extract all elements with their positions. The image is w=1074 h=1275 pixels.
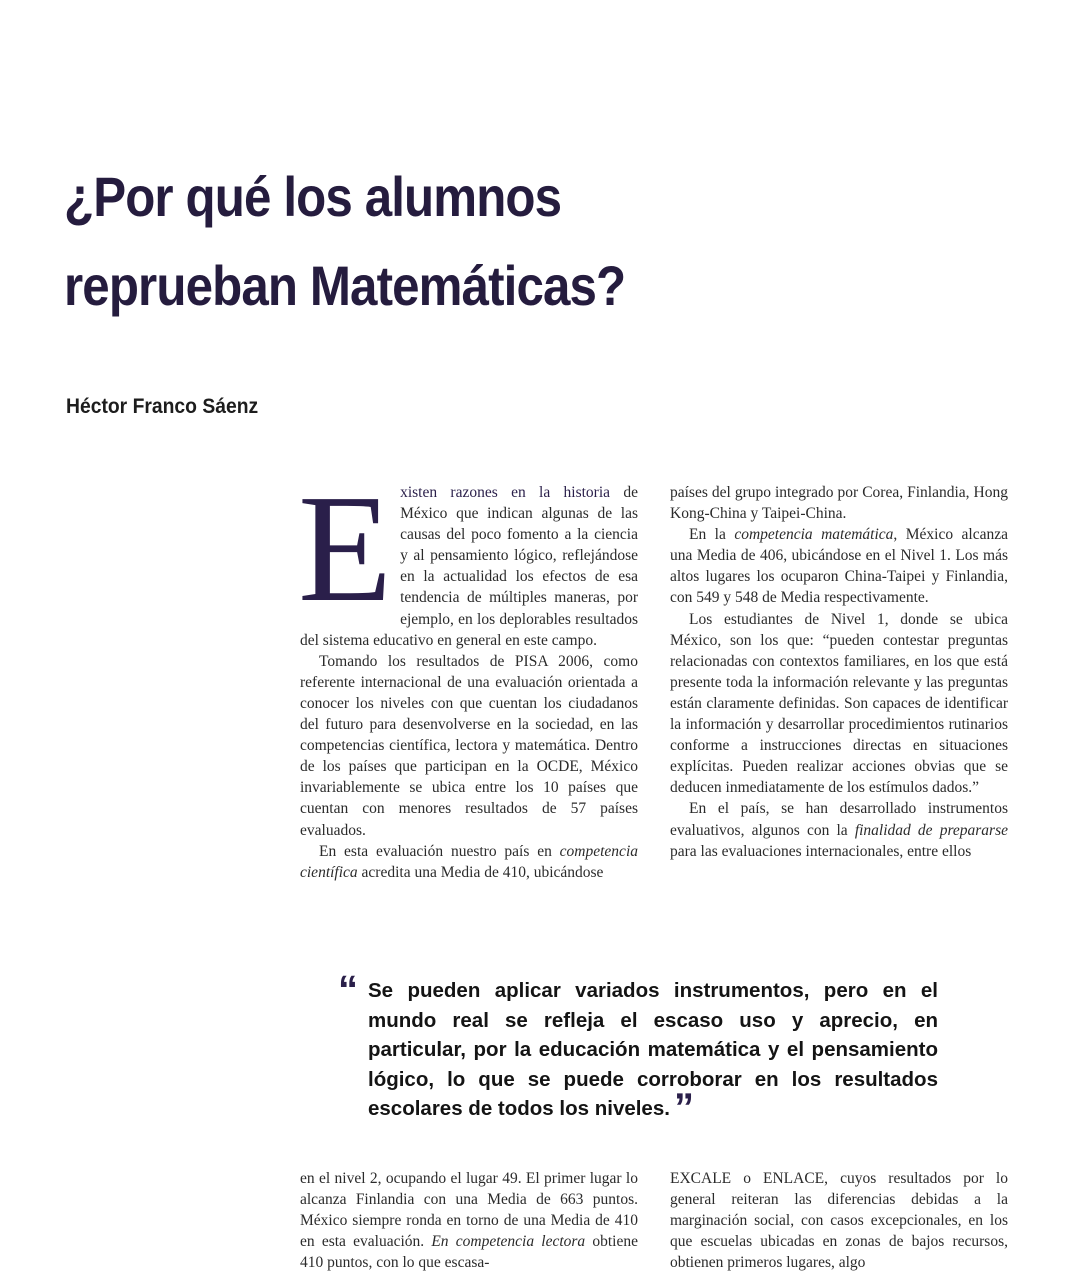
paragraph-text: para las evaluaciones internacionales, entre ellos — [670, 842, 972, 860]
paragraph-text: , México alcanza una Media de 406, ubicándose en el Nivel 1. Los más altos lugares los ocuparon China-Taipei y Finlandia, con 549 y 548 de Media respectivamente. — [670, 526, 1008, 607]
lead-in-text: xisten razones en la historia — [400, 484, 611, 501]
article-title-line-1: ¿Por qué los alumnos — [64, 165, 562, 228]
body-column-1 — [298, 464, 638, 883]
paragraph-text: En la — [689, 526, 735, 544]
body-paragraph — [670, 798, 1008, 861]
article-title-line-2: reprueban Matemáticas? — [64, 254, 626, 317]
italic-term: En competencia lectora — [431, 1233, 586, 1251]
body-paragraph — [298, 464, 638, 651]
italic-term: competencia científica — [300, 842, 638, 881]
paragraph-text: en el nivel 2, ocupando el lugar 49. El primer lugar lo alcanza Finlandia con una Media de 663 puntos. México siempre ronda en torno de una Media de 410 en esta evaluación. — [300, 1170, 638, 1251]
body-paragraph: Los estudiantes de Nivel 1, donde se ubica México, son los que: “pueden contestar preguntas relacionadas con contextos familiares, en los que está presente toda la información relevante y las preguntas están claramente definidas. Son capaces de identificar la información y desarrollar procedimientos rutinarios conforme a instrucciones directas en situaciones explícitas. Pueden realizar acciones obvias que se deducen inmediatamente de los estímulos dados.” — [670, 610, 1008, 797]
paragraph-text: En el país, se han desarrollado instrumentos evaluativos, algunos con la — [670, 800, 1008, 839]
open-quote-mark: “ — [338, 968, 358, 1012]
paragraph-text: obtiene 410 puntos, con lo que escasa- — [300, 1233, 638, 1272]
body-paragraph — [300, 841, 638, 883]
author-name: Héctor Franco Sáenz — [66, 395, 259, 418]
body-paragraph — [670, 524, 1008, 608]
pull-quote-body: Se pueden aplicar variados instrumentos, pero en el mundo real se refleja el escaso uso y aprecio, en particular, por la educación matemática y el pensamiento lógico, lo que se puede corroborar en los resultados escolares de todos los niveles. — [368, 979, 938, 1120]
body-column-3 — [300, 1168, 638, 1273]
body-column-4 — [670, 1168, 1008, 1273]
pull-quote — [338, 968, 938, 1130]
article-title — [64, 152, 733, 330]
body-paragraph: EXCALE o ENLACE, cuyos resultados por lo general reiteran las diferencias debidas a la marginación social, con casos excepcionales, en los que escuelas ubicadas en zonas de bajos recursos, obtienen primeros lugares, algo — [670, 1170, 1008, 1272]
paragraph-text: acredita una Media de 410, ubicándose — [357, 863, 604, 881]
italic-term: competencia matemática — [734, 526, 894, 544]
close-quote-mark: ” — [673, 1086, 694, 1130]
drop-cap: E — [298, 464, 393, 634]
body-paragraph: países del grupo integrado por Corea, Finlandia, Hong Kong-China y Taipei-China. — [670, 484, 1008, 523]
pull-quote-text — [368, 976, 938, 1130]
body-column-2 — [670, 482, 1008, 862]
body-paragraph — [300, 1168, 638, 1273]
body-paragraph: Tomando los resultados de PISA 2006, como referente internacional de una evaluación orientada a conocer los niveles con que cuentan los ciudadanos del futuro para desenvolverse en la sociedad, en las competencias científica, lectora y matemática. Dentro de los países que participan en la OCDE, México invariablemente se ubica entre los 10 países que cuentan con menores resultados de 57 países evaluados. — [300, 652, 638, 839]
paragraph-text: de México que indican algunas de las causas del poco fomento a la ciencia y al pensamiento lógico, reflejándose en la actualidad los efectos de esa tendencia de múltiples maneras, por ejemplo, en los deplorables resultados del sistema educativo en general en este campo. — [300, 484, 638, 649]
italic-term: finalidad de prepararse — [854, 821, 1009, 839]
paragraph-text: En esta evaluación nuestro país en — [319, 842, 560, 860]
